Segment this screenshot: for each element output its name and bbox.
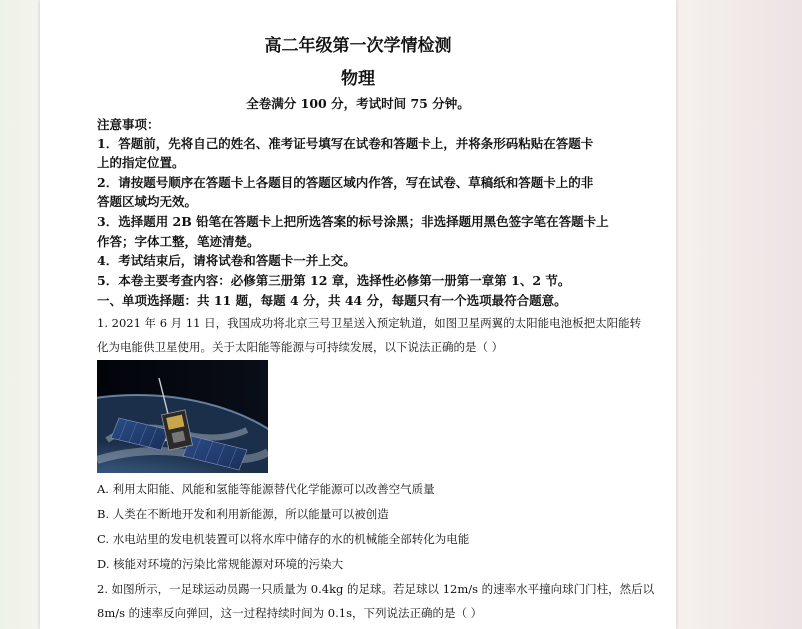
notice-line: 答题区域均无效。 — [97, 194, 198, 209]
section-heading: 一、单项选择题：共 11 题，每题 4 分，共 44 分，每题只有一个选项最符合题意。 — [97, 293, 567, 308]
notice-line: 3．选择题用 2B 铅笔在答题卡上把所选答案的标号涂黑；非选择题用黑色签字笔在答题卡上 — [97, 214, 609, 229]
notice-line: 1．答题前，先将自己的姓名、准考证号填写在试卷和答题卡上，并将条形码粘贴在答题卡 — [97, 136, 594, 151]
question-2-stem: 2. 如图所示，一足球运动员踢一只质量为 0.4kg 的足球。若足球以 12m/s 的速率水平撞向球门门柱，然后以 — [97, 582, 655, 596]
notice-line: 上的指定位置。 — [97, 155, 185, 170]
notice-line: 作答；字体工整，笔迹清楚。 — [97, 234, 260, 249]
notice-line: 5．本卷主要考查内容：必修第三册第 12 章，选择性必修第一册第一章第 1、2 节。 — [97, 273, 571, 288]
option-c: C. 水电站里的发电机装置可以将水库中储存的水的机械能全部转化为电能 — [97, 532, 470, 546]
exam-title: 高二年级第一次学情检测 — [264, 36, 452, 56]
question-1-stem: 1. 2021 年 6 月 11 日，我国成功将北京三号卫星送入预定轨道，如图卫星两翼的太阳能电池板把太阳能转 — [97, 316, 642, 330]
option-a: A. 利用太阳能、风能和氢能等能源替代化学能源可以改善空气质量 — [97, 482, 435, 496]
option-d: D. 核能对环境的污染比常规能源对环境的污染大 — [97, 557, 344, 571]
score-note: 全卷满分 100 分，考试时间 75 分钟。 — [246, 96, 470, 111]
question-2-stem: 8m/s 的速率反向弹回，这一过程持续时间为 0.1s，下列说法正确的是（ ） — [97, 606, 483, 620]
document-page — [40, 0, 676, 629]
subject-title: 物理 — [341, 69, 375, 89]
background-right-area — [676, 0, 802, 629]
notice-line: 2．请按题号顺序在答题卡上各题目的答题区域内作答，写在试卷、草稿纸和答题卡上的非 — [97, 175, 594, 190]
notice-heading: 注意事项： — [97, 117, 160, 132]
satellite-earth-photo — [97, 360, 268, 473]
option-b: B. 人类在不断地开发和利用新能源，所以能量可以被创造 — [97, 507, 389, 521]
question-1-stem: 化为电能供卫星使用。关于太阳能等能源与可持续发展，以下说法正确的是（ ） — [97, 340, 504, 354]
notice-line: 4．考试结束后，请将试卷和答题卡一并上交。 — [97, 253, 356, 268]
